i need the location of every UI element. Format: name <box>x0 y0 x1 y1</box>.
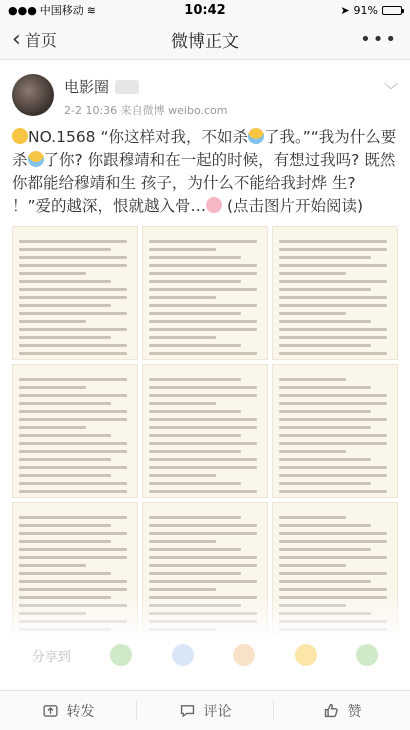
image-text-line <box>19 532 127 535</box>
image-text-line <box>19 320 86 323</box>
smile-emoji-icon <box>12 128 28 144</box>
status-right <box>340 4 402 17</box>
comment-button[interactable] <box>137 691 273 730</box>
post-text-part-3: 了你? 你跟穆靖和在一起的时候，有想过我吗? 既然你都能给穆靖和生 孩子，为什么不能给我封烨 生? ！”爱的越深，恨就越入骨… <box>12 151 396 215</box>
image-text-line <box>19 304 111 307</box>
redacted-name-part <box>115 80 139 94</box>
carrier-label: 中国移动 <box>39 4 84 17</box>
post-text-part-4: (点击图片开始阅读) <box>222 197 364 215</box>
image-text-line <box>279 248 387 251</box>
post-image-8[interactable] <box>142 502 268 636</box>
image-grid <box>0 218 410 636</box>
image-text-line <box>19 264 127 267</box>
post-image-3[interactable] <box>272 226 398 360</box>
image-text-line <box>279 524 371 527</box>
image-text-line <box>19 248 111 251</box>
qq-icon[interactable] <box>356 644 378 666</box>
image-text-line <box>19 482 127 485</box>
comment-icon <box>179 702 196 719</box>
image-text-line <box>279 288 371 291</box>
share-bar <box>0 638 410 672</box>
image-text-line <box>149 540 216 543</box>
image-text-line <box>279 418 387 421</box>
image-text-line <box>279 604 346 607</box>
image-text-line <box>19 344 127 347</box>
image-text-line <box>279 474 387 477</box>
image-text-line <box>279 482 371 485</box>
battery-icon <box>382 6 402 15</box>
pig-emoji-icon <box>206 197 222 213</box>
image-text-line <box>149 442 257 445</box>
weibo-icon[interactable] <box>233 644 255 666</box>
image-text-line <box>279 588 387 591</box>
image-text-line <box>279 272 346 275</box>
image-text-line <box>279 442 387 445</box>
image-text-line <box>279 328 387 331</box>
signal-icon: ●●● <box>8 3 37 17</box>
image-text-line <box>279 386 371 389</box>
image-text-line <box>19 272 86 275</box>
wifi-icon: ≋ <box>86 3 97 17</box>
author-name-row <box>64 76 384 97</box>
chevron-down-icon: ﹀ <box>384 83 398 99</box>
image-text-line <box>149 466 257 469</box>
more-button[interactable] <box>360 29 398 50</box>
image-text-line <box>279 596 387 599</box>
post-meta: 2-2 10:36 来自微博 weibo.com <box>64 104 228 117</box>
image-text-line <box>149 620 257 623</box>
image-text-line <box>149 352 257 355</box>
image-text-line <box>279 434 387 437</box>
image-text-line <box>279 304 387 307</box>
location-icon: ➤ <box>340 3 350 17</box>
image-text-line <box>149 272 257 275</box>
image-text-line <box>19 604 127 607</box>
image-text-line <box>279 312 346 315</box>
cry-emoji-icon <box>28 151 44 167</box>
image-text-line <box>19 628 111 631</box>
image-text-line <box>279 516 346 519</box>
image-text-line <box>149 458 257 461</box>
image-text-line <box>279 466 387 469</box>
image-text-line <box>19 352 127 355</box>
image-text-line <box>149 588 216 591</box>
image-text-line <box>149 450 241 453</box>
page-title: 微博正文 <box>171 32 239 52</box>
image-text-line <box>19 296 127 299</box>
thumbs-up-icon <box>323 702 340 719</box>
post-image-1[interactable] <box>12 226 138 360</box>
image-text-line <box>279 490 387 493</box>
image-text-line <box>19 580 127 583</box>
image-text-line <box>19 524 111 527</box>
star-icon[interactable] <box>295 644 317 666</box>
image-text-line <box>279 240 387 243</box>
image-text-line <box>149 288 257 291</box>
image-text-line <box>279 580 371 583</box>
image-text-line <box>149 426 257 429</box>
post-text-part-1: NO.1568 “你这样对我，不如杀 <box>28 128 248 146</box>
image-text-line <box>279 378 346 381</box>
image-text-line <box>279 410 371 413</box>
image-text-line <box>149 524 257 527</box>
battery-percent: 91% <box>353 3 378 17</box>
image-text-line <box>19 620 127 623</box>
image-text-line <box>279 336 387 339</box>
image-text-line <box>19 394 127 397</box>
wechat-icon[interactable] <box>110 644 132 666</box>
image-text-line <box>149 418 257 421</box>
like-button[interactable] <box>274 691 410 730</box>
post-author <box>0 60 410 126</box>
share-label: 分享到 <box>31 649 71 665</box>
author-info <box>64 74 384 118</box>
image-text-line <box>19 410 127 413</box>
like-label: 赞 <box>347 703 362 720</box>
image-text-line <box>279 426 371 429</box>
back-label: 首页 <box>24 31 57 50</box>
image-text-line <box>19 596 111 599</box>
image-text-line <box>279 264 387 267</box>
image-text-line <box>149 604 241 607</box>
cry-emoji-icon <box>248 128 264 144</box>
image-text-line <box>149 336 216 339</box>
image-text-line <box>149 596 257 599</box>
image-text-line <box>19 312 127 315</box>
image-text-line <box>19 386 86 389</box>
image-text-line <box>279 540 387 543</box>
image-text-line <box>149 402 216 405</box>
post-image-2[interactable] <box>142 226 268 360</box>
image-text-line <box>149 304 257 307</box>
image-text-line <box>279 344 371 347</box>
post-image-7[interactable] <box>12 502 138 636</box>
image-text-line <box>149 394 257 397</box>
image-text-line <box>19 564 86 567</box>
image-text-line <box>19 572 111 575</box>
image-text-line <box>19 556 127 559</box>
image-text-line <box>149 410 241 413</box>
image-text-line <box>149 256 241 259</box>
post-image-9[interactable] <box>272 502 398 636</box>
author-name[interactable]: 电影圈 <box>64 78 110 96</box>
image-text-line <box>19 280 111 283</box>
image-text-line <box>149 434 241 437</box>
post-image-4[interactable] <box>12 364 138 498</box>
image-text-line <box>279 296 387 299</box>
image-text-line <box>149 378 241 381</box>
image-text-line <box>279 612 371 615</box>
status-time: 10:42 <box>184 2 226 18</box>
image-text-line <box>149 320 257 323</box>
image-text-line <box>149 264 257 267</box>
more-dots-icon: ••• <box>360 29 398 50</box>
image-text-line <box>279 532 387 535</box>
image-text-line <box>279 564 346 567</box>
image-text-line <box>19 490 127 493</box>
image-text-line <box>19 434 111 437</box>
moments-icon[interactable] <box>172 644 194 666</box>
image-text-line <box>19 402 111 405</box>
status-left <box>8 2 96 18</box>
image-text-line <box>19 240 127 243</box>
status-bar <box>0 0 410 20</box>
image-text-line <box>149 280 241 283</box>
repost-button[interactable] <box>0 691 136 730</box>
image-text-line <box>19 548 127 551</box>
bottom-toolbar <box>0 690 410 730</box>
image-text-line <box>19 328 127 331</box>
image-text-line <box>149 580 257 583</box>
image-text-line <box>279 280 387 283</box>
back-button[interactable] <box>12 28 57 51</box>
image-text-line <box>279 352 387 355</box>
image-text-line <box>279 394 387 397</box>
image-text-line <box>19 336 111 339</box>
image-text-line <box>149 612 257 615</box>
image-text-line <box>279 620 387 623</box>
image-text-line <box>149 490 257 493</box>
image-text-line <box>279 402 387 405</box>
image-text-line <box>279 256 371 259</box>
image-text-line <box>149 240 257 243</box>
image-text-line <box>149 386 257 389</box>
image-text-line <box>149 548 241 551</box>
image-text-line <box>279 320 371 323</box>
image-text-line <box>149 628 216 631</box>
image-text-line <box>149 572 241 575</box>
image-text-line <box>279 556 387 559</box>
image-text-line <box>19 516 127 519</box>
post-options-button[interactable] <box>384 74 398 100</box>
post-image-5[interactable] <box>142 364 268 498</box>
image-text-line <box>149 564 257 567</box>
image-text-line <box>19 474 111 477</box>
chevron-left-icon: ‹ <box>12 26 21 52</box>
image-text-line <box>19 418 127 421</box>
post-text-part-2: 了我。”“我为什么要杀 <box>12 128 397 169</box>
image-text-line <box>279 628 387 631</box>
image-text-line <box>279 548 371 551</box>
image-text-line <box>19 442 127 445</box>
image-text-line <box>19 466 127 469</box>
image-text-line <box>19 588 127 591</box>
image-text-line <box>149 312 241 315</box>
comment-label: 评论 <box>203 703 232 720</box>
post-text <box>0 126 410 218</box>
image-text-line <box>279 458 371 461</box>
image-text-line <box>149 556 257 559</box>
post-image-6[interactable] <box>272 364 398 498</box>
repost-label: 转发 <box>66 703 95 720</box>
image-text-line <box>19 256 127 259</box>
image-text-line <box>149 248 216 251</box>
image-text-line <box>279 450 346 453</box>
image-text-line <box>19 540 111 543</box>
image-text-line <box>279 572 387 575</box>
image-text-line <box>19 450 127 453</box>
image-text-line <box>149 344 241 347</box>
avatar[interactable] <box>12 74 54 116</box>
nav-bar <box>0 20 410 60</box>
image-text-line <box>149 296 216 299</box>
image-text-line <box>19 458 111 461</box>
image-text-line <box>19 378 127 381</box>
image-text-line <box>149 532 257 535</box>
image-text-line <box>149 474 216 477</box>
image-text-line <box>149 328 257 331</box>
image-text-line <box>149 482 241 485</box>
image-text-line <box>19 288 127 291</box>
image-text-line <box>19 426 86 429</box>
image-text-line <box>149 516 241 519</box>
repost-icon <box>42 702 59 719</box>
image-text-line <box>19 612 86 615</box>
